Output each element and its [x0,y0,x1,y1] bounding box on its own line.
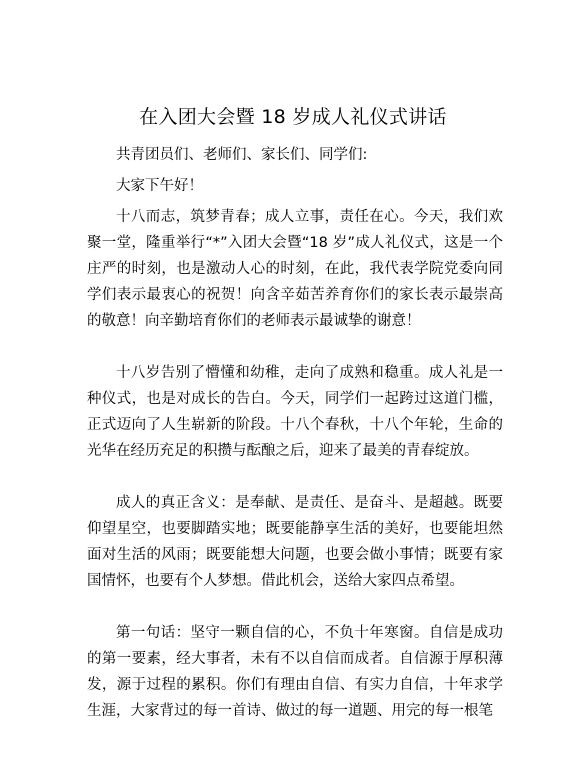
greeting-paragraph: 共青团员们、老师们、家长们、同学们: [116,147,368,163]
body-paragraph-2: 十八岁告别了懵懂和幼稚，走向了成熟和稳重。成人礼是一种仪式，也是对成长的告白。今天，同学们一起跨过这道门槛，正式迈向了人生崭新的阶段。十八个春秋，十八个年轮，生命的光华在经历充足的积攒与酝酿之后，迎来了最美的青春绽放。 [87,365,503,459]
body-paragraph-3: 成人的真正含义：是奉献、是责任、是奋斗、是超越。既要仰望星空，也要脚踏实地；既要能静享生活的美好，也要能坦然面对生活的风雨；既要能想大问题，也要会做小事情；既要有家国情怀，也要有个人梦想。借此机会，送给大家四点希望。 [87,495,503,589]
document-title: 在入团大会暨 18 岁成人礼仪式讲话 [139,106,447,128]
body-paragraph-4: 第一句话：坚守一颗自信的心，不负十年寒窗。自信是成功的第一要素，经大事者，未有不以自信而成者。自信源于厚积薄发，源于过程的累积。你们有理由自信、有实力自信，十年求学生涯，大家背过的每一首诗、做过的每一道题、用完的每一根笔 [87,625,503,719]
body-paragraph-1: 十八而志，筑梦青春；成人立事，责任在心。今天，我们欢聚一堂，隆重举行“*”入团大会暨“18 岁”成人礼仪式，这是一个庄严的时刻，也是激动人心的时刻，在此，我代表学院党委向同学们表示最衷心的祝贺！向含辛茹苦养育你们的家长表示最崇高的敬意！向辛勤培育你们的老师表示最诚挚的谢意！ [87,209,503,329]
salutation-paragraph: 大家下午好！ [116,178,203,194]
